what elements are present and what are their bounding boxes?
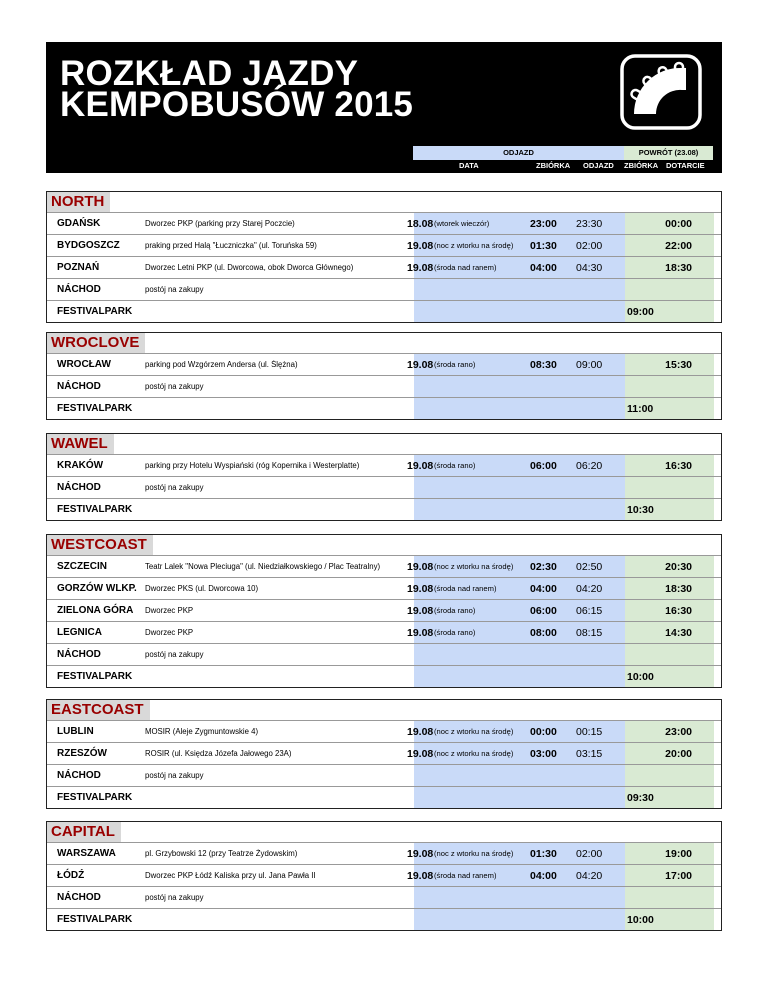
cell-powrot: 20:30 [665,560,692,573]
cell-powrot: 17:00 [665,869,692,882]
title-line-2: KEMPOBUSÓW 2015 [60,85,414,124]
cell-zbiorka: 08:30 [530,358,557,371]
cell-powrot: 18:30 [665,582,692,595]
section-rows [47,353,721,419]
festival-row [47,908,721,930]
cell-zbiorka: 00:00 [530,725,557,738]
cell-city: NÁCHOD [57,284,101,295]
section-title: WESTCOAST [47,535,153,555]
festival-row [47,665,721,687]
cell-odjazd: 02:00 [576,239,603,252]
col-zbiorka-header: ZBIÓRKA [536,161,571,170]
section-wroclove [46,332,722,420]
cell-note: (środa nad ranem) [434,871,497,880]
section-westcoast [46,534,722,688]
cell-place: Dworzec PKS (ul. Dworcowa 10) [145,584,259,593]
cell-powrot: 22:00 [665,239,692,252]
cell-city: GDAŃSK [57,218,101,229]
cell-place: Teatr Lalek "Nowa Pleciuga" (ul. Niedziałkowskiego / Plac Teatralny) [145,562,381,571]
festival-row [47,300,721,322]
section-rows [47,454,721,520]
col-odjazd-header: ODJAZD [583,161,614,170]
cell-note: (noc z wtorku na środę) [434,562,514,571]
cell-odjazd: 04:30 [576,261,603,274]
cell-place: postój na zakupy [145,650,204,659]
festival-label: FESTIVALPARK [57,671,133,682]
festival-time: 10:00 [627,670,654,683]
table-row [47,621,721,643]
section-eastcoast [46,699,722,809]
cell-place: Dworzec PKP (parking przy Starej Poczcie) [145,219,295,228]
cell-place: MOSIR (Aleje Zygmuntowskie 4) [145,727,259,736]
table-row [47,742,721,764]
table-row [47,353,721,375]
section-header [47,434,721,454]
cell-city: NÁCHOD [57,482,101,493]
table-row [47,278,721,300]
table-row [47,256,721,278]
cell-place: parking pod Wzgórzem Andersa (ul. Ślężna) [145,360,298,369]
cell-zbiorka: 23:00 [530,217,557,230]
table-row [47,454,721,476]
cell-zbiorka: 04:00 [530,869,557,882]
table-row [47,886,721,908]
festival-label: FESTIVALPARK [57,504,133,515]
odjazd-header: ODJAZD [413,146,624,160]
cell-odjazd: 04:20 [576,582,603,595]
cell-note: (noc z wtorku na środę) [434,849,514,858]
cell-date: 19.08 [407,626,434,639]
table-row [47,234,721,256]
cell-date: 19.08 [407,261,434,274]
cell-place: postój na zakupy [145,285,204,294]
table-row [47,764,721,786]
cell-city: NÁCHOD [57,770,101,781]
cell-zbiorka: 04:00 [530,261,557,274]
cell-note: (noc z wtorku na środę) [434,241,514,250]
cell-city: WARSZAWA [57,848,116,859]
section-header [47,700,721,720]
section-rows [47,842,721,930]
festival-time: 10:30 [627,503,654,516]
cell-city: NÁCHOD [57,381,101,392]
cell-powrot: 16:30 [665,604,692,617]
cell-city: RZESZÓW [57,748,107,759]
cell-place: postój na zakupy [145,382,204,391]
col-dotarcie-header: DOTARCIE [666,161,705,170]
cell-city: LUBLIN [57,726,94,737]
section-title: WROCLOVE [47,333,145,353]
cell-date: 19.08 [407,459,434,472]
cell-city: NÁCHOD [57,649,101,660]
section-wawel [46,433,722,521]
cell-place: ROSIR (ul. Księdza Józefa Jałowego 23A) [145,749,292,758]
cell-city: ŁÓDŹ [57,870,85,881]
cell-place: Dworzec PKP [145,628,194,637]
section-header [47,822,721,842]
cell-powrot: 16:30 [665,459,692,472]
section-title: CAPITAL [47,822,121,842]
cell-powrot: 20:00 [665,747,692,760]
col-zbiorka2-header: ZBIÓRKA [624,161,659,170]
cell-odjazd: 02:00 [576,847,603,860]
cell-powrot: 14:30 [665,626,692,639]
cell-odjazd: 06:15 [576,604,603,617]
powrot-header: POWRÓT (23.08) [624,146,713,160]
cell-odjazd: 09:00 [576,358,603,371]
cell-date: 19.08 [407,747,434,760]
cell-place: postój na zakupy [145,483,204,492]
cell-place: postój na zakupy [145,893,204,902]
section-title: WAWEL [47,434,114,454]
cell-date: 19.08 [407,869,434,882]
section-capital [46,821,722,931]
cell-note: (środa rano) [434,461,476,470]
cell-place: pl. Grzybowski 12 (przy Teatrze Żydowskim) [145,849,298,858]
table-row [47,555,721,577]
cell-note: (wtorek wieczór) [434,219,490,228]
header-banner [46,42,722,173]
cell-place: Dworzec Letni PKP (ul. Dworcowa, obok Dworca Głównego) [145,263,354,272]
cell-odjazd: 02:50 [576,560,603,573]
cell-city: POZNAŃ [57,262,100,273]
festival-time: 10:00 [627,913,654,926]
cell-date: 19.08 [407,604,434,617]
table-row [47,720,721,742]
cell-date: 19.08 [407,239,434,252]
festival-label: FESTIVALPARK [57,306,133,317]
cell-date: 19.08 [407,582,434,595]
cell-city: SZCZECIN [57,561,107,572]
cell-city: KRAKÓW [57,460,104,471]
cell-city: BYDGOSZCZ [57,240,120,251]
cell-place: Dworzec PKP Łódź Kaliska przy ul. Jana Pawła II [145,871,316,880]
festival-label: FESTIVALPARK [57,792,133,803]
cell-powrot: 15:30 [665,358,692,371]
cell-odjazd: 08:15 [576,626,603,639]
festival-time: 09:30 [627,791,654,804]
cell-place: Dworzec PKP [145,606,194,615]
cell-note: (środa rano) [434,360,476,369]
cell-powrot: 19:00 [665,847,692,860]
cell-date: 18.08 [407,217,434,230]
cell-note: (środa rano) [434,606,476,615]
section-header [47,192,721,212]
cell-city: GORZÓW WLKP. [57,583,137,594]
cell-city: LEGNICA [57,627,102,638]
cell-powrot: 23:00 [665,725,692,738]
table-row [47,212,721,234]
cell-zbiorka: 04:00 [530,582,557,595]
section-rows [47,212,721,322]
cell-powrot: 00:00 [665,217,692,230]
page-title [60,54,414,124]
section-title: NORTH [47,192,110,212]
cell-odjazd: 04:20 [576,869,603,882]
cell-odjazd: 00:15 [576,725,603,738]
section-title: EASTCOAST [47,700,150,720]
cell-zbiorka: 06:00 [530,604,557,617]
festival-time: 11:00 [627,402,654,415]
section-rows [47,555,721,687]
festival-row [47,786,721,808]
cell-zbiorka: 01:30 [530,847,557,860]
cell-date: 19.08 [407,725,434,738]
table-row [47,599,721,621]
cell-city: NÁCHOD [57,892,101,903]
cell-odjazd: 06:20 [576,459,603,472]
cell-odjazd: 23:30 [576,217,603,230]
table-row [47,864,721,886]
table-row [47,476,721,498]
cell-zbiorka: 02:30 [530,560,557,573]
col-data-header: DATA [459,161,479,170]
cell-zbiorka: 06:00 [530,459,557,472]
cell-odjazd: 03:15 [576,747,603,760]
cell-note: (środa nad ranem) [434,263,497,272]
cell-date: 19.08 [407,358,434,371]
table-row [47,375,721,397]
cell-note: (środa nad ranem) [434,584,497,593]
table-row [47,643,721,665]
title-line-1: ROZKŁAD JAZDY [60,54,359,93]
cell-note: (środa rano) [434,628,476,637]
cell-zbiorka: 08:00 [530,626,557,639]
cell-date: 19.08 [407,847,434,860]
cell-powrot: 18:30 [665,261,692,274]
festival-label: FESTIVALPARK [57,914,133,925]
cell-note: (noc z wtorku na środę) [434,727,514,736]
cell-place: parking przy Hotelu Wyspiański (róg Kopernika i Westerplatte) [145,461,360,470]
section-header [47,333,721,353]
section-header [47,535,721,555]
cell-city: WROCŁAW [57,359,111,370]
cell-zbiorka: 01:30 [530,239,557,252]
table-row [47,577,721,599]
cell-place: postój na zakupy [145,771,204,780]
section-north [46,191,722,323]
cell-place: praking przed Halą "Łuczniczka" (ul. Toruńska 59) [145,241,317,250]
festival-row [47,498,721,520]
festival-label: FESTIVALPARK [57,403,133,414]
sun-icon [620,54,702,130]
festival-time: 09:00 [627,305,654,318]
cell-date: 19.08 [407,560,434,573]
cell-city: ZIELONA GÓRA [57,605,134,616]
festival-row [47,397,721,419]
cell-note: (noc z wtorku na środę) [434,749,514,758]
section-rows [47,720,721,808]
table-row [47,842,721,864]
cell-zbiorka: 03:00 [530,747,557,760]
